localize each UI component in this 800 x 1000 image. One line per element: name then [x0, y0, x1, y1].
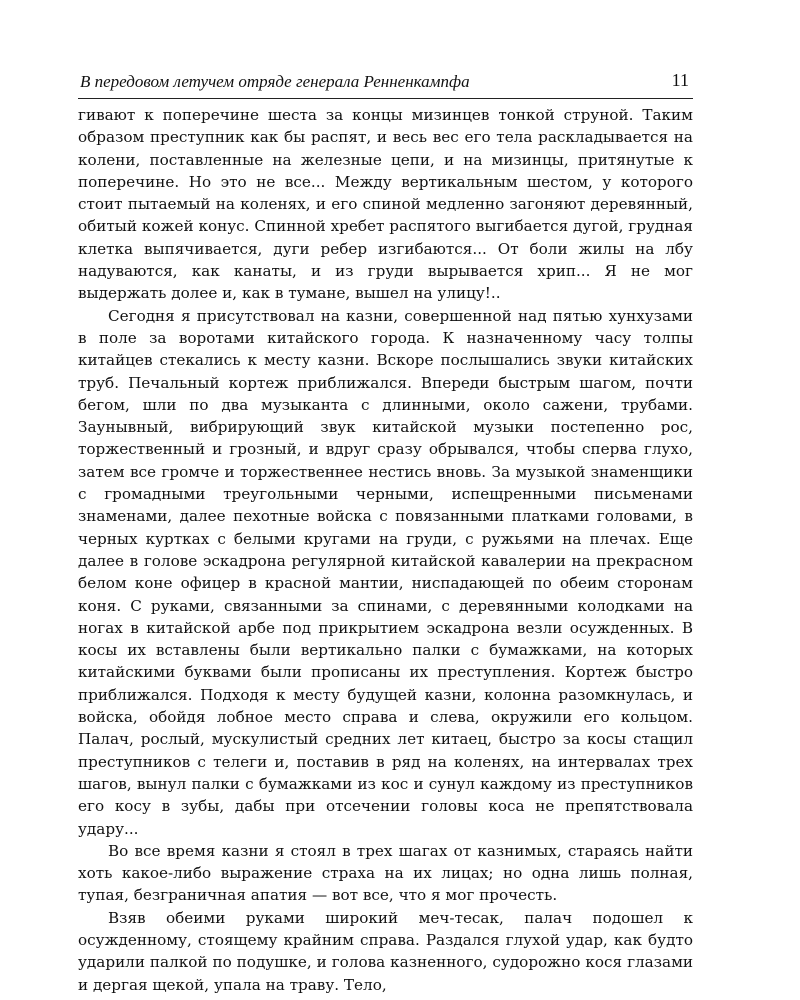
body-text: [78, 104, 693, 996]
running-header: [78, 68, 693, 99]
running-title: В передовом летучем отряде генерала Ренненкампфа: [80, 72, 470, 91]
paragraph: Взяв обеими руками широкий меч-тесак, палач подошел к осужденному, стоящему крайним справа. Раздался глухой удар, как будто ударили палкой по подушке, и голова казненного, судорожно кося глазами и дергая щекой, упала на траву. Тело,: [78, 908, 693, 994]
paragraph: гивают к поперечине шеста за концы мизинцев тонкой струной. Таким образом преступник как бы распят, и весь вес его тела раскладывается на колени, поставленные на железные цепи, и на мизинцы, притянутые к поперечине. Но это не все... Между вертикальным шестом, у которого стоит пытаемый на коленях, и его спиной медленно загоняют деревянный, обитый кожей конус. Спинной хребет распятого выгибается дугой, грудная клетка выпячивается, дуги ребер изгибаются... От боли жилы на лбу надуваются, как канаты, и из груди вырывается хрип... Я не мог выдержать долее и, как в тумане, вышел на улицу!..: [78, 106, 693, 303]
paragraph: Сегодня я присутствовал на казни, совершенной над пятью хунхузами в поле за воротами китайского города. К назначенному часу толпы китайцев стекались к месту казни. Вскоре послышались звуки китайских труб. Печальный кортеж приближался. Впереди быстрым шагом, почти бегом, шли по два музыканта с длинными, около сажени, трубами. Заунывный, вибрирующий звук китайской музыки постепенно рос, торжественный и грозный, и вдруг сразу обрывался, чтобы сперва глухо, затем все громче и торжественнее нестись вновь. За музыкой знаменщики с громадными треугольными черными, испещренными письменами знаменами, далее пехотные войска с повязанными платками головами, в черных куртках с белыми кругами на груди, с ружьями на плечах. Еще далее в голове эскадрона регулярной китайской кавалерии на прекрасном белом коне офицер в красной мантии, ниспадающей по обеим сторонам коня. С руками, связанными за спинами, с деревянными колодками на ногах в китайской арбе под прикрытием эскадрона везли осужденных. В косы их вставлены были вертикально палки с бумажками, на которых китайскими буквами были прописаны их преступления. Кортеж быстро приближался. Подходя к месту будущей казни, колонна разомкнулась, и войска, обойдя лобное место справа и слева, окружили его кольцом. Палач, рослый, мускулистый средних лет китаец, быстро за косы стащил преступников с телеги и, поставив в ряд на коленях, на интервалах трех шагов, вынул палки с бумажками из кос и сунул каждому из преступников его косу в зубы, дабы при отсечении головы коса не препятствовала удару...: [78, 306, 693, 838]
page-number: 11: [671, 70, 689, 90]
paragraph: Во все время казни я стоял в трех шагах от казнимых, стараясь найти хоть какое-либо выражение страха на их лицах; но одна лишь полная, тупая, безграничная апатия — вот все, что я мог прочесть.: [78, 841, 693, 905]
